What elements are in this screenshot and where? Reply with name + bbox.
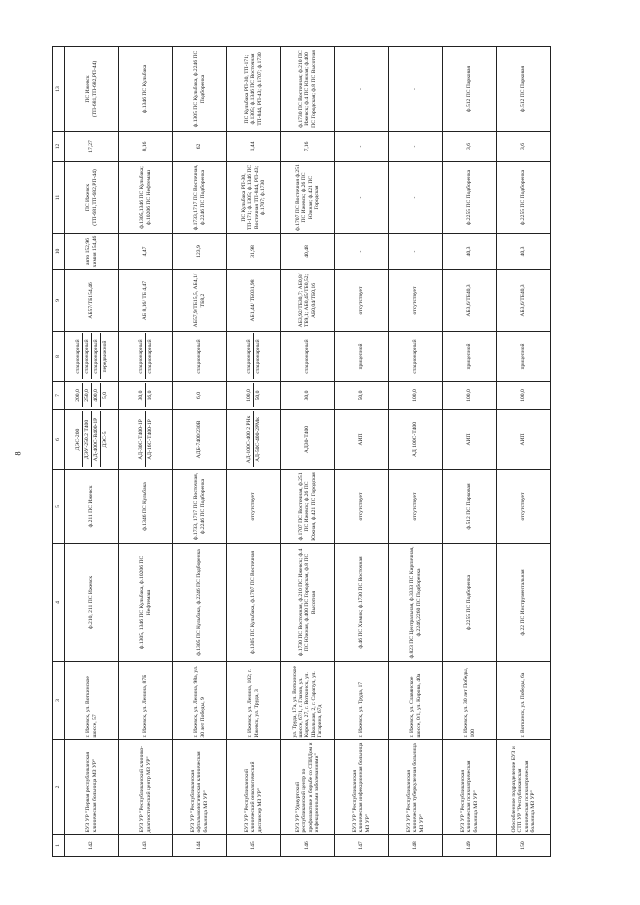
sub-cell: АИП (358, 433, 365, 446)
cell-c6 (335, 410, 389, 470)
cell-c4: ф.2255 ПС Подборенка (443, 544, 497, 662)
sub-cell: стационарный (137, 339, 144, 374)
sub-cell: АИП (466, 433, 473, 446)
cell-c4: ф.22 ПС Инструментальная (497, 544, 551, 662)
cell-c11: ПС Кульбака РП-30, ТП-171; ф.1305; ф.1346 ПС Восточная ТП-844, РП-43; ф.1707; ф.1730 (227, 162, 281, 234)
table-row (335, 47, 389, 857)
sub-cell: АД30-Т400 (304, 425, 311, 454)
column-number-cell: 2 (53, 740, 65, 835)
cell-c11: ПС Ижевск (ТП-681,ТП-682,РП-44) (65, 162, 119, 234)
cell-c11: ф.1305,1346 ПС Кульбака; ф.10206 ПС Нефтемаш (119, 162, 173, 234)
cell-c7 (119, 382, 173, 410)
cell-c8 (335, 332, 389, 382)
sub-cell: ДЭУ-250.2 Т400 (82, 412, 91, 468)
cell-c3: г. Ижевск, ул. Ленина, 102; г. Ижевск, ул. Труда, 3 (227, 662, 281, 740)
sub-cell: 200,0 (74, 389, 81, 402)
sub-cell: АД-100С-400 2 РНк (245, 415, 252, 464)
cell-c12: 62 (173, 132, 227, 162)
sub-cell: 50,0 (253, 384, 262, 408)
cell-c3: г. Ижевск, ул. Труда, 17 (335, 662, 389, 740)
cell-c6 (443, 410, 497, 470)
cell-c2: БУЗ УР "Республиканская клиническая психиатрическая больница МЗ УР" (443, 740, 497, 835)
sub-cell: АДБ-7400/230В (196, 420, 203, 459)
cell-c9: отсутствует (335, 270, 389, 332)
cell-c10: - (389, 234, 443, 270)
sub-cell: стационарный (82, 334, 91, 380)
cell-c7 (281, 382, 335, 410)
cell-c6 (65, 410, 119, 470)
sub-cell: 30,0 (137, 390, 144, 401)
cell-c3: г. Ижевск, ул. Славянское шоссе, 0/1, ул. Кирова, 40а (389, 662, 443, 740)
cell-c2: БУЗ УР "Республиканская офтальмологическая клиническая больница МЗ УР" (173, 740, 227, 835)
sub-cell: 6,0 (196, 392, 203, 399)
cell-c4: ф.210, 211 ПС Ижевск (65, 544, 119, 662)
table-row (389, 47, 443, 857)
sub-cell: АД-30С-Т400-1Р (137, 419, 144, 460)
column-number-cell: 5 (53, 470, 65, 544)
cell-c13: ф.1730 ПС Восточная; ф.210 ПС Ижевск; ф.4 ПС Южная; ф.400 ПС Городская; ф.8 ПС Высотная (281, 47, 335, 132)
cell-c8 (443, 332, 497, 382)
cell-c12: 3,6 (443, 132, 497, 162)
sub-cell: 5,0 (100, 384, 109, 408)
cell-c12: 1,44 (227, 132, 281, 162)
cell-c13: - (335, 47, 389, 132)
cell-c3: г. Ижевск, ул. Воткинское шоссе, 57 (65, 662, 119, 740)
cell-c13: ф.1305 ПС Кульбака, ф.2246 ПС Подборенка (173, 47, 227, 132)
cell-c7 (173, 382, 227, 410)
cell-c6 (389, 410, 443, 470)
sub-cell: 100,0 (412, 389, 419, 402)
cell-c3: г. Ижевск, ул. Ленина, 98а, ул. 30 лет Победы, 9 (173, 662, 227, 740)
sub-cell: 50,0 (358, 390, 365, 401)
column-number-cell: 11 (53, 162, 65, 234)
column-number-cell: 12 (53, 132, 65, 162)
sub-cell: 16,0 (145, 384, 154, 408)
cell-c13: ф.512 ПС Парковая (497, 47, 551, 132)
cell-c5: отсутствует (227, 470, 281, 544)
cell-c9: АБ3,6/ТБ40,3 (443, 270, 497, 332)
sub-cell: стационарный (196, 339, 203, 374)
sub-cell: 250,0 (82, 384, 91, 408)
table-row (227, 47, 281, 857)
cell-c3: г. Ижевск, ул. 30 лет Победы, 100 (443, 662, 497, 740)
column-number-cell: 4 (53, 544, 65, 662)
sub-cell: стационарный (253, 334, 262, 380)
cell-c2: БУЗ УР "Республиканская клиническая туберкулезная больница МЗ УР" (389, 740, 443, 835)
cell-c12: 7,16 (281, 132, 335, 162)
sub-cell: передвижной (100, 334, 109, 380)
sub-cell: АД-16С-Т400-1Р (145, 412, 154, 468)
cell-c9: АБ3,92/ТБ30,7; АБ0,8/ТБ9,1; АБ0,45/ТБ0,52; АБ0,04/ТБ0,16 (281, 270, 335, 332)
sub-cell: стационарный (304, 339, 311, 374)
sub-cell: прицепной (520, 343, 527, 370)
sub-cell: ДЭС-5 (100, 412, 109, 468)
document-page (52, 47, 640, 857)
cell-c13: ф.512 ПС Парковая (443, 47, 497, 132)
sub-cell: АИП (520, 433, 527, 446)
cell-c8 (281, 332, 335, 382)
sub-cell: АД 100С-Т400 (412, 421, 419, 458)
cell-c11: ф.2255 ПС Подборенка (497, 162, 551, 234)
sub-cell: 100,0 (466, 389, 473, 402)
cell-c6 (119, 410, 173, 470)
table-row (497, 47, 551, 857)
cell-c10: 31,98 (227, 234, 281, 270)
cell-c12: 8,16 (119, 132, 173, 162)
cell-c1: 150 (497, 835, 551, 857)
cell-c7 (443, 382, 497, 410)
cell-c9: АБ 8,16/ ТБ 4,47 (119, 270, 173, 332)
cell-c11: - (389, 162, 443, 234)
cell-c5: отсутствует (335, 470, 389, 544)
sub-cell: 100,0 (245, 389, 252, 402)
column-number-cell: 8 (53, 332, 65, 382)
cell-c1: 142 (65, 835, 119, 857)
cell-c8 (119, 332, 173, 382)
cell-c8 (389, 332, 443, 382)
cell-c4: ф.1730 ПС Восточная, ф.210 ПС Ижевск; ф.4 ПС Южная, ф.400 ПС Городская, ф.8 ПС Высотная (281, 544, 335, 662)
cell-c5: ф.211 ПС Ижевск (65, 470, 119, 544)
column-number-cell: 10 (53, 234, 65, 270)
cell-c5: ф.512 ПС Парковая (443, 470, 497, 544)
cell-c5: ф.1733, 1717 ПС Восточная, ф.2246 ПС Подборенка (173, 470, 227, 544)
cell-c4: ф.1305 ПС Кульбака, ф.1707 ПС Восточная (227, 544, 281, 662)
cell-c6 (227, 410, 281, 470)
cell-c11: ф.1707 ПС Восточная ф.251 ПС Ижевск; ф.26 ПС Южная; ф.421 ПС Городская (281, 162, 335, 234)
cell-c4: ф.1305 ПС Кульбака, ф.2246 ПС Подборенка (173, 544, 227, 662)
sub-cell: 30,0 (304, 390, 311, 401)
cell-c9: АБ1,44/ ТБ031,98 (227, 270, 281, 332)
facilities-table (52, 46, 551, 857)
cell-c4: ф.823 ПС Центральная, ф.3333 ПС Кирпичная, ф.2246,2260 ПС Подборенка (389, 544, 443, 662)
cell-c13: ПС Кульбака РП-30, ТП-171; ф.1305; ф.1346 ПС Восточная ТП-844, РП-43; ф.1707; ф.1730 (227, 47, 281, 132)
rotated-table-wrapper (52, 47, 640, 857)
cell-c4: ф.46 ПС Химик; ф.1730 ПС Восточная (335, 544, 389, 662)
cell-c3: г. Воткинск, ул. Победы, 6а (497, 662, 551, 740)
cell-c2: БУЗ УР "Первая республиканская клиническая больница МЗ УР" (65, 740, 119, 835)
cell-c2: БУЗ УР "Удмуртский республиканский центр по профилактике и борьбе со СПИДом и инфекционными заболеваниями" (281, 740, 335, 835)
page-number: 8 (13, 451, 23, 456)
cell-c8 (65, 332, 119, 382)
cell-c7 (389, 382, 443, 410)
sub-cell: стационарный (412, 339, 419, 374)
sub-cell: стационарный (145, 334, 154, 380)
cell-c8 (227, 332, 281, 382)
cell-c10: 4,47 (119, 234, 173, 270)
cell-c7 (497, 382, 551, 410)
cell-c1: 147 (335, 835, 389, 857)
cell-c11: ф.1733,1717 ПС Восточная, ф.2246 ПС Подборенка (173, 162, 227, 234)
column-number-cell: 1 (53, 835, 65, 857)
cell-c11: - (335, 162, 389, 234)
cell-c5: ф.1707 ПС Восточная, ф.251 ПС Ижевск; ф.26 ПС Южная, ф.421 ПС Городская (281, 470, 335, 544)
cell-c2: БУЗ УР "Республиканский клинический онкологический диспансер МЗ УР" (227, 740, 281, 835)
cell-c10: - (335, 234, 389, 270)
sub-cell: прицепной (466, 343, 473, 370)
cell-c9: АБ3,6/ТБ40,3 (497, 270, 551, 332)
cell-c13: ф.1346 ПС Кульбака (119, 47, 173, 132)
sub-cell: ДЭС-200 (74, 428, 81, 451)
cell-c4: ф.1305, 1346 ПС Кульбака, ф.10206 ПС Нефтемаш (119, 544, 173, 662)
cell-c13: ПС Ижевск (ТП-681,ТП-682,РП-44) (65, 47, 119, 132)
table-row (443, 47, 497, 857)
column-number-row (53, 47, 65, 857)
table-row (281, 47, 335, 857)
cell-c10: авто 152,96 химия 154,46 (65, 234, 119, 270)
cell-c5: ф.1346 ПС Кульбака (119, 470, 173, 544)
sub-cell: стационарный (74, 339, 81, 374)
cell-c12: 3,6 (497, 132, 551, 162)
sub-cell: 400,0 (91, 384, 100, 408)
cell-c9: АБ57/ТБ154,46 (65, 270, 119, 332)
cell-c8 (497, 332, 551, 382)
column-number-cell: 13 (53, 47, 65, 132)
cell-c2: Обособленное подразделение БУЗ и СТП УР "Республиканская клиническая психиатрическая больница МЗ УР" (497, 740, 551, 835)
cell-c6 (173, 410, 227, 470)
cell-c6 (281, 410, 335, 470)
cell-c7 (65, 382, 119, 410)
cell-c13: - (389, 47, 443, 132)
table-row (173, 47, 227, 857)
cell-c1: 144 (173, 835, 227, 857)
cell-c9: АБ57,9/ТБ15,5, АБ4,1/ТБ8,2 (173, 270, 227, 332)
cell-c12: - (389, 132, 443, 162)
cell-c1: 145 (227, 835, 281, 857)
cell-c7 (335, 382, 389, 410)
table-row (119, 47, 173, 857)
column-number-cell: 6 (53, 410, 65, 470)
cell-c11: ф.2255 ПС Подборенка (443, 162, 497, 234)
column-number-cell: 3 (53, 662, 65, 740)
cell-c10: 40,48 (281, 234, 335, 270)
cell-c10: 40,3 (497, 234, 551, 270)
cell-c1: 149 (443, 835, 497, 857)
sub-cell: стационарный (91, 334, 100, 380)
column-number-cell: 9 (53, 270, 65, 332)
cell-c3: г. Ижевск, ул. Ленина, 87Б (119, 662, 173, 740)
table-body (65, 47, 551, 857)
cell-c12: - (335, 132, 389, 162)
sub-cell: стационарный (245, 339, 252, 374)
sub-cell: 100,0 (520, 389, 527, 402)
column-number-cell: 7 (53, 382, 65, 410)
cell-c5: отсутствует (389, 470, 443, 544)
cell-c10: 40,3 (443, 234, 497, 270)
sub-cell: АД-400С-В400-1Р (91, 412, 100, 468)
cell-c10: 123,9 (173, 234, 227, 270)
cell-c1: 143 (119, 835, 173, 857)
cell-c3: ул. Труда, 17а, ул. Воткинское шоссе, 67/1, г. Глазов, ул. Кирова, 27, г. Воткинск, ул. Школьная, 2, г. Сарапул, ул. Гагарина, 67д (281, 662, 335, 740)
table-row (65, 47, 119, 857)
cell-c1: 148 (389, 835, 443, 857)
cell-c5: отсутствует (497, 470, 551, 544)
cell-c12: 17,27 (65, 132, 119, 162)
cell-c9: отсутствует (389, 270, 443, 332)
cell-c6 (497, 410, 551, 470)
cell-c7 (227, 382, 281, 410)
cell-c2: БУЗ УР "Республиканская клиническая инфекционная больница МЗ УР" (335, 740, 389, 835)
cell-c1: 146 (281, 835, 335, 857)
cell-c8 (173, 332, 227, 382)
sub-cell: прицепной (358, 343, 365, 370)
cell-c2: БУЗ УР "Республиканский клинико-диагностический центр МЗ УР" (119, 740, 173, 835)
sub-cell: АД-50С-400-2РМк (253, 412, 262, 468)
